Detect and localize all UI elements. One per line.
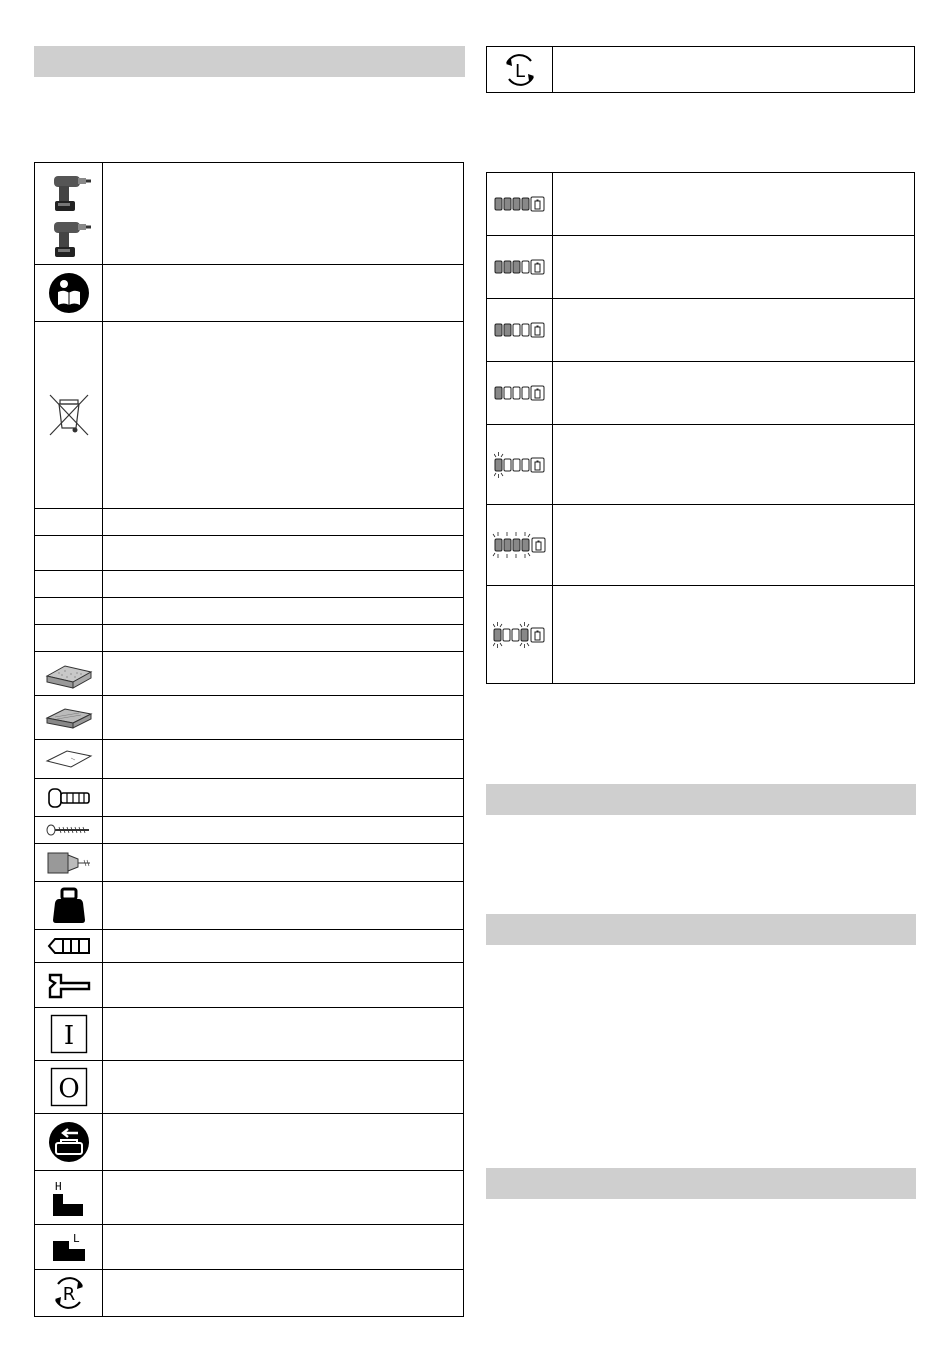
right-section-header-1 <box>486 784 916 815</box>
battery-outer-blinking-icon <box>493 621 547 649</box>
symbol-cell <box>35 536 103 571</box>
table-row <box>487 299 915 362</box>
battery-level-4-icon <box>494 196 546 212</box>
battery-all-blinking-icon <box>492 531 548 559</box>
drill-chuck-icon <box>46 850 92 876</box>
battery-indicator-description <box>553 299 915 362</box>
symbol-cell <box>35 1008 103 1061</box>
symbol-cell <box>487 47 553 93</box>
off-switch-letter: O <box>57 1074 80 1104</box>
symbol-description <box>103 571 464 598</box>
battery-level-1-blinking-icon <box>494 451 546 479</box>
symbol-description <box>103 163 464 265</box>
table-row <box>35 963 464 1008</box>
right-section-header-2 <box>486 914 916 945</box>
battery-indicator-table <box>486 172 915 684</box>
table-row <box>35 509 464 536</box>
table-row <box>487 425 915 505</box>
left-section-header <box>34 46 465 77</box>
symbol-description <box>103 322 464 509</box>
table-row <box>35 930 464 963</box>
symbol-description <box>103 598 464 625</box>
table-row <box>35 625 464 652</box>
symbol-cell <box>35 930 103 963</box>
symbol-cell <box>35 740 103 779</box>
symbol-description <box>103 536 464 571</box>
symbol-cell <box>35 625 103 652</box>
battery-cells-icon <box>47 937 91 955</box>
high-speed-icon <box>49 1178 89 1218</box>
table-row <box>35 779 464 817</box>
symbol-cell <box>35 652 103 696</box>
symbol-description <box>553 47 915 93</box>
symbol-cell <box>35 1171 103 1225</box>
symbol-description <box>103 882 464 930</box>
symbol-cell <box>35 1225 103 1270</box>
battery-indicator-description <box>553 236 915 299</box>
right-section-header-3 <box>486 1168 916 1199</box>
rotation-left-letter: L <box>514 60 525 82</box>
read-manual-icon <box>48 272 90 314</box>
weight-icon <box>52 887 86 925</box>
symbol-cell <box>35 882 103 930</box>
table-row <box>35 598 464 625</box>
table-row <box>35 1171 464 1225</box>
symbol-cell <box>487 586 553 684</box>
symbol-description <box>103 696 464 740</box>
symbol-cell <box>35 322 103 509</box>
table-row <box>35 652 464 696</box>
symbol-description <box>103 1270 464 1317</box>
thin-sheet-icon <box>45 747 93 771</box>
symbol-description <box>103 1171 464 1225</box>
table-row <box>35 536 464 571</box>
symbol-description <box>103 265 464 322</box>
table-row <box>35 696 464 740</box>
table-row <box>35 1270 464 1317</box>
symbol-description <box>103 817 464 844</box>
table-row <box>487 47 915 93</box>
symbol-cell <box>487 425 553 505</box>
symbol-cell <box>487 173 553 236</box>
symbol-description <box>103 1061 464 1114</box>
cordless-drill-icon <box>46 168 92 260</box>
battery-level-3-icon <box>494 259 546 275</box>
symbol-cell <box>35 1061 103 1114</box>
table-row <box>35 322 464 509</box>
table-row <box>35 740 464 779</box>
table-row <box>35 163 464 265</box>
symbol-description <box>103 509 464 536</box>
off-switch-icon <box>50 1067 88 1107</box>
on-switch-letter: I <box>63 1021 74 1051</box>
symbol-cell <box>35 598 103 625</box>
table-row <box>487 236 915 299</box>
on-switch-icon <box>50 1014 88 1054</box>
symbol-cell <box>487 236 553 299</box>
symbol-cell <box>487 505 553 586</box>
battery-indicator-description <box>553 362 915 425</box>
crossed-out-wheelie-bin-icon <box>47 392 91 438</box>
symbol-description <box>103 1114 464 1171</box>
hammer-icon <box>47 970 91 1000</box>
symbol-description <box>103 963 464 1008</box>
table-row <box>35 1225 464 1270</box>
symbol-description <box>103 779 464 817</box>
symbol-cell <box>35 779 103 817</box>
wood-screw-icon <box>45 823 93 837</box>
battery-indicator-description <box>553 425 915 505</box>
symbol-cell <box>35 265 103 322</box>
left-symbols-table <box>34 162 464 1317</box>
battery-level-2-icon <box>494 322 546 338</box>
table-row <box>35 882 464 930</box>
table-row <box>487 173 915 236</box>
battery-indicator-description <box>553 586 915 684</box>
low-speed-icon <box>49 1231 89 1263</box>
symbol-cell <box>35 696 103 740</box>
rotation-right-icon <box>50 1274 88 1312</box>
symbol-description <box>103 1225 464 1270</box>
symbol-cell <box>35 817 103 844</box>
table-row <box>35 1008 464 1061</box>
table-row <box>487 586 915 684</box>
symbol-description <box>103 844 464 882</box>
table-row <box>487 505 915 586</box>
high-speed-letter: H <box>54 1179 62 1193</box>
rotation-left-table <box>486 46 915 93</box>
symbol-description <box>103 652 464 696</box>
hard-board-icon <box>45 704 93 732</box>
wood-block-icon <box>45 658 93 690</box>
symbol-cell <box>35 1270 103 1317</box>
symbol-description <box>103 625 464 652</box>
battery-level-1-icon <box>494 385 546 401</box>
symbol-cell <box>35 844 103 882</box>
table-row <box>35 844 464 882</box>
symbol-cell <box>487 299 553 362</box>
symbol-cell <box>487 362 553 425</box>
table-row <box>35 265 464 322</box>
symbol-description <box>103 740 464 779</box>
battery-indicator-description <box>553 173 915 236</box>
remove-battery-icon <box>48 1121 90 1163</box>
symbol-description <box>103 930 464 963</box>
symbol-cell <box>35 963 103 1008</box>
table-row <box>487 362 915 425</box>
table-row <box>35 1114 464 1171</box>
symbol-cell <box>35 1114 103 1171</box>
battery-indicator-description <box>553 505 915 586</box>
rotation-left-icon <box>501 51 539 89</box>
symbol-cell <box>35 163 103 265</box>
table-row <box>35 571 464 598</box>
symbol-description <box>103 1008 464 1061</box>
symbol-cell <box>35 509 103 536</box>
low-speed-letter: L <box>72 1232 80 1245</box>
table-row <box>35 817 464 844</box>
rotation-right-letter: R <box>62 1284 75 1305</box>
symbol-cell <box>35 571 103 598</box>
bolt-icon <box>47 786 91 810</box>
table-row <box>35 1061 464 1114</box>
